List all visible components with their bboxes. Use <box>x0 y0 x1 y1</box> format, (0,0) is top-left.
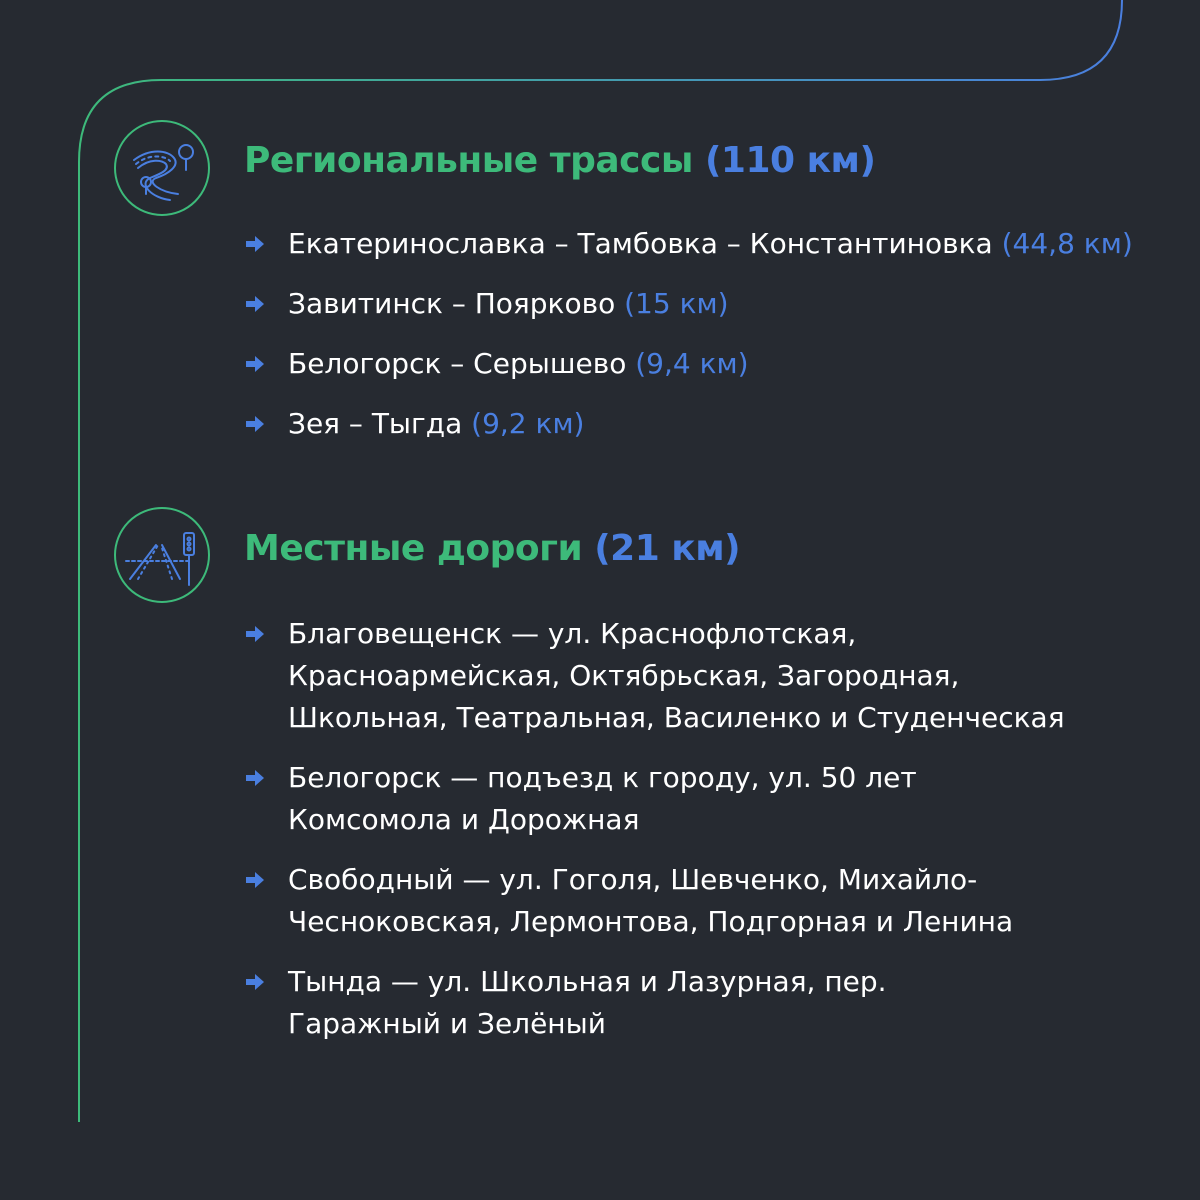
road-name: Свободный — ул. Гоголя, Шевченко, Михайло-Чесноковская, Лермонтова, Подгорная и Ленина <box>288 863 1014 938</box>
section-title-regional <box>244 140 875 181</box>
section-title-local <box>244 528 740 569</box>
road-name: Тында — ул. Школьная и Лазурная, пер. Гаражный и Зелёный <box>288 965 887 1040</box>
section-distance: (21 км) <box>594 528 741 569</box>
road-length: (15 км) <box>624 287 729 320</box>
road-name: Белогорск – Серышево <box>288 347 627 380</box>
arrow-right-icon <box>244 234 266 254</box>
road-length: (9,2 км) <box>471 407 585 440</box>
list-item <box>244 283 1144 325</box>
arrow-right-icon <box>244 294 266 314</box>
local-roads-list <box>244 613 1144 1045</box>
list-item <box>244 223 1144 265</box>
road-name: Завитинск – Поярково <box>288 287 616 320</box>
road-name: Зея – Тыгда <box>288 407 463 440</box>
winding-road-icon <box>114 120 210 216</box>
list-item <box>244 859 1188 943</box>
arrow-right-icon <box>244 870 266 890</box>
regional-roads-list <box>244 223 1144 445</box>
road-name: Екатеринославка – Тамбовка – Константиновка <box>288 227 993 260</box>
section-title-text: Местные дороги <box>244 528 583 569</box>
list-item <box>244 403 1144 445</box>
list-item <box>244 613 1108 739</box>
list-item <box>244 757 928 841</box>
section-title-text: Региональные трассы <box>244 140 693 181</box>
list-item <box>244 343 1144 385</box>
section-distance: (110 км) <box>704 140 876 181</box>
arrow-right-icon <box>244 768 266 788</box>
arrow-right-icon <box>244 972 266 992</box>
arrow-right-icon <box>244 624 266 644</box>
road-length: (9,4 км) <box>635 347 749 380</box>
road-name: Благовещенск — ул. Краснофлотская, Красноармейская, Октябрьская, Загородная, Школьная, Театральная, Василенко и Студенческая <box>288 617 1065 734</box>
road-name: Белогорск — подъезд к городу, ул. 50 лет Комсомола и Дорожная <box>288 761 917 836</box>
road-length: (44,8 км) <box>1001 227 1133 260</box>
arrow-right-icon <box>244 414 266 434</box>
arrow-right-icon <box>244 354 266 374</box>
list-item <box>244 961 948 1045</box>
road-traffic-light-icon <box>114 507 210 603</box>
